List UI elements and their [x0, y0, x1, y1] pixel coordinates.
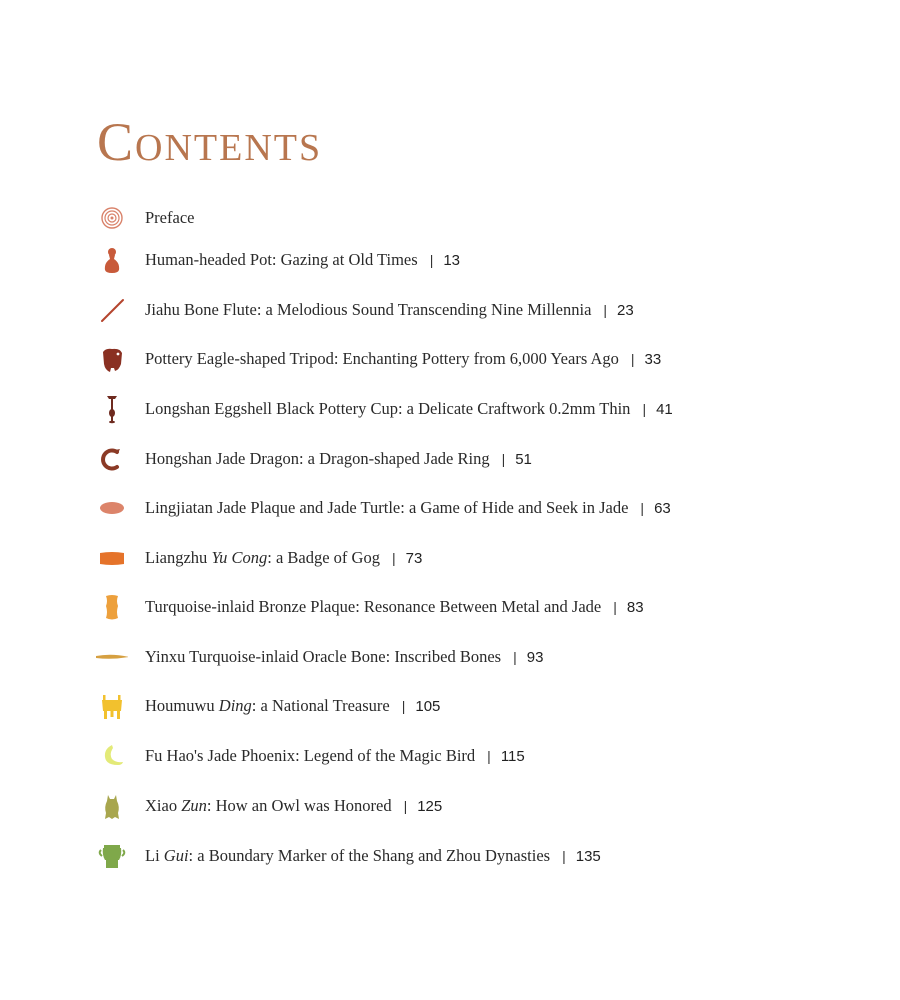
toc-title-italic-part: Zun [181, 796, 207, 815]
toc-entry-text [145, 203, 194, 233]
page-separator: | [429, 252, 434, 268]
toc-page-number: 83 [626, 598, 644, 616]
toc-entry[interactable] [0, 642, 900, 672]
toc-entry-title [145, 548, 380, 568]
toc-entry[interactable] [0, 295, 900, 325]
toc-entry[interactable] [0, 203, 900, 233]
toc-entry-text [145, 444, 532, 474]
toc-entry-title [145, 597, 601, 617]
toc-page-number: 63 [654, 499, 671, 517]
toc-page-number: 115 [500, 747, 525, 765]
toc-entry-title [145, 300, 591, 320]
toc-title-part: Preface [145, 208, 195, 227]
page-separator: | [501, 451, 506, 467]
toc-entry[interactable] [0, 245, 900, 275]
toc-entry[interactable] [0, 592, 900, 622]
toc-title-part: Pottery Eagle-shaped Tripod: Enchanting Pottery from 6,000 Years Ago [145, 349, 619, 368]
toc-entry-text [145, 642, 543, 672]
human-headed-pot-icon [96, 245, 128, 275]
page-separator: | [487, 748, 491, 764]
toc-page-number: 135 [575, 847, 601, 865]
toc-page-number: 33 [644, 350, 662, 368]
toc-title-part: : a National Treasure [251, 696, 390, 715]
toc-entry[interactable] [0, 444, 900, 474]
toc-entry-title [145, 746, 475, 766]
toc-title-part: : a Boundary Marker of the Shang and Zhou Dynasties [188, 846, 551, 865]
toc-entry-text [145, 791, 442, 821]
toc-entry-text [145, 592, 644, 622]
page-title: Contents [97, 112, 323, 172]
toc-page-number: 41 [656, 400, 673, 418]
toc-page-number: 73 [405, 549, 423, 567]
page-separator: | [630, 351, 635, 367]
toc-entry-text [145, 841, 601, 871]
toc-entry[interactable] [0, 493, 900, 523]
li-gui-icon [96, 841, 128, 871]
toc-title-part: Fu Hao's Jade Phoenix: Legend of the Magic Bird [145, 746, 476, 765]
oracle-bone-icon [96, 642, 128, 672]
toc-entry-text [145, 543, 422, 573]
jade-plaque-icon [96, 493, 128, 523]
toc-title-part: Hongshan Jade Dragon: a Dragon-shaped Jade Ring [145, 449, 490, 468]
toc-entry-title [145, 208, 194, 228]
toc-title-part: Lingjiatan Jade Plaque and Jade Turtle: a Game of Hide and Seek in Jade [145, 498, 629, 517]
toc-entry-title [145, 498, 628, 518]
toc-entry[interactable] [0, 741, 900, 771]
toc-entry-text [145, 295, 634, 325]
jade-phoenix-icon [96, 741, 128, 771]
toc-entry-text [145, 344, 661, 374]
toc-entry-title [145, 796, 392, 816]
jade-dragon-icon [96, 444, 128, 474]
toc-title-part: Human-headed Pot: Gazing at Old Times [145, 250, 418, 269]
toc-page-number: 13 [443, 251, 461, 269]
toc-page-number: 51 [515, 450, 532, 468]
toc-title-part: Jiahu Bone Flute: a Melodious Sound Transcending Nine Millennia [145, 300, 592, 319]
toc-entry-text [145, 691, 440, 721]
toc-title-italic-part: Gui [163, 846, 189, 865]
toc-title-part: Turquoise-inlaid Bronze Plaque: Resonance Between Metal and Jade [145, 597, 602, 616]
page-separator: | [640, 500, 645, 516]
toc-entry[interactable] [0, 841, 900, 871]
toc-entry-title [145, 349, 619, 369]
yu-cong-icon [96, 543, 128, 573]
toc-entry-title [145, 449, 490, 469]
bone-flute-icon [96, 295, 128, 325]
toc-entry-text [145, 493, 671, 523]
page-separator: | [403, 798, 408, 814]
toc-entry-title [145, 696, 390, 716]
toc-entry-text [145, 741, 525, 771]
toc-title-italic-part: Ding [218, 696, 252, 715]
page-separator: | [562, 848, 566, 864]
toc-entry-title [145, 846, 550, 866]
toc-title-part: Xiao [145, 796, 182, 815]
toc-title-part: Yinxu Turquoise-inlaid Oracle Bone: Inscribed Bones [145, 647, 502, 666]
page-separator: | [401, 698, 406, 714]
toc-title-part: Longshan Eggshell Black Pottery Cup: a Delicate Craftwork 0.2mm Thin [145, 399, 631, 418]
bronze-plaque-icon [96, 592, 128, 622]
page-separator: | [391, 550, 396, 566]
page-separator: | [513, 649, 517, 665]
eagle-tripod-icon [96, 344, 128, 374]
toc-title-part: : How an Owl was Honored [206, 796, 392, 815]
toc-page-number: 105 [415, 697, 441, 715]
toc-page-number: 23 [617, 301, 634, 319]
ding-vessel-icon [96, 691, 128, 721]
toc-entry-title [145, 399, 630, 419]
page-separator: | [642, 401, 647, 417]
toc-title-part: Liangzhu [145, 548, 212, 567]
toc-entry-text [145, 245, 460, 275]
toc-entry[interactable] [0, 543, 900, 573]
owl-zun-icon [96, 791, 128, 821]
toc-page-number: 125 [417, 797, 443, 815]
eggshell-cup-icon [96, 394, 128, 424]
toc-title-italic-part: Yu Cong [211, 548, 268, 567]
toc-title-part: Li [145, 846, 164, 865]
toc-entry[interactable] [0, 394, 900, 424]
spiral-disc-icon [96, 203, 128, 233]
toc-entry-text [145, 394, 673, 424]
toc-title-part: Houmuwu [145, 696, 219, 715]
toc-entry[interactable] [0, 691, 900, 721]
page-separator: | [613, 599, 617, 615]
toc-entry-title [145, 250, 418, 270]
toc-entry[interactable] [0, 791, 900, 821]
page-separator: | [603, 302, 608, 318]
toc-entry[interactable] [0, 344, 900, 374]
toc-page-number: 93 [526, 648, 544, 666]
toc-title-part: : a Badge of Gog [267, 548, 380, 567]
toc-entry-title [145, 647, 501, 667]
